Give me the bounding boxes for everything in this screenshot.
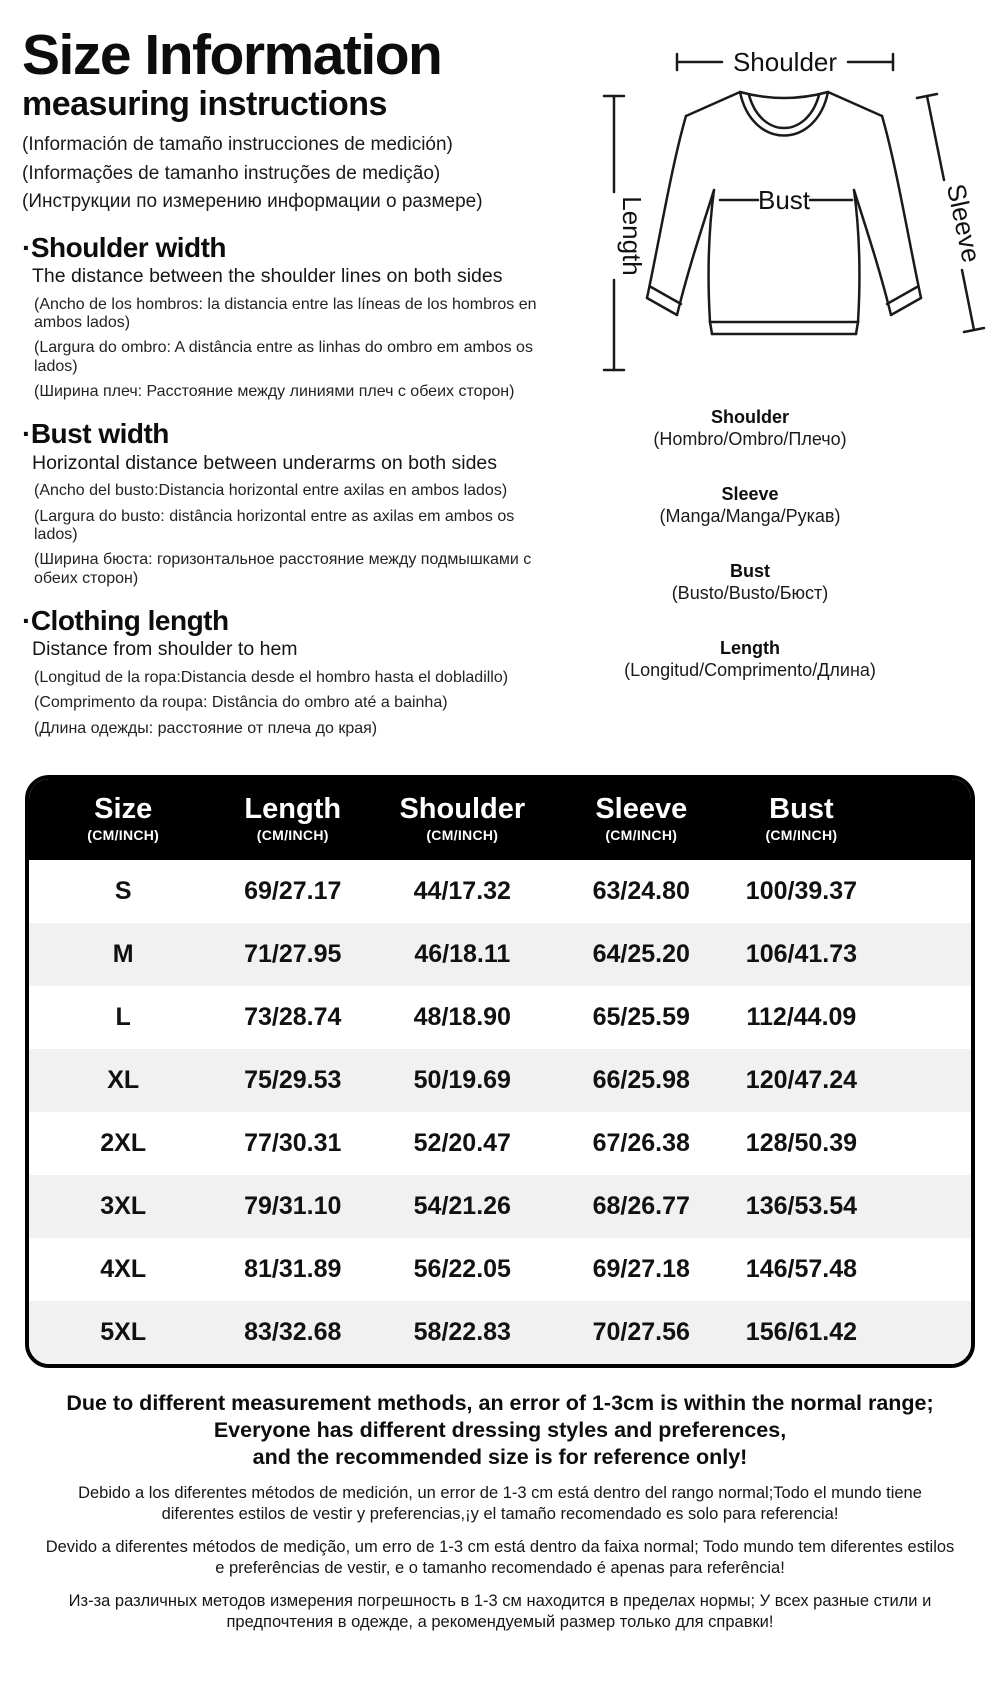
section-shoulder-width	[22, 233, 570, 402]
disclaimer-es: Debido a los diferentes métodos de medición, un error de 1-3 cm está dentro del rango normal;Todo el mundo tiene diferentes estilos de vestir y preferencias,¡y el tamaño recomendado es solo para referencia!	[78, 1484, 922, 1524]
cell-length: 81/31.89	[244, 1255, 342, 1284]
page-subtitle: measuring instructions	[22, 85, 387, 124]
diagram-shoulder-label: Shoulder	[732, 47, 838, 77]
cell-sleeve: 67/26.38	[592, 1129, 690, 1158]
measurement-legend	[570, 407, 1000, 682]
table-row	[29, 986, 971, 1049]
cell-size: 4XL	[100, 1255, 147, 1284]
cell-shoulder: 48/18.90	[413, 1003, 511, 1032]
cell-shoulder: 52/20.47	[413, 1129, 511, 1158]
section-subtitle: Horizontal distance between underarms on both sides	[32, 451, 498, 474]
cell-size: 5XL	[100, 1318, 147, 1347]
legend-translation: (Manga/Manga/Рукав)	[659, 505, 841, 526]
cell-size: 2XL	[100, 1129, 147, 1158]
cell-spacer	[877, 1238, 971, 1301]
section-note-pt: (Comprimento da roupa: Distância do ombro até a bainha)	[34, 694, 448, 712]
table-row	[29, 1301, 971, 1364]
page-title: Size Information	[22, 23, 442, 87]
footer-notes	[0, 1390, 1000, 1633]
diagram-bust-label: Bust	[757, 185, 811, 215]
title-translation-es: (Información de tamaño instrucciones de medición)	[22, 133, 453, 155]
section-title: ·Shoulder width	[22, 231, 227, 263]
cell-size: L	[115, 1003, 131, 1032]
disclaimer-ru: Из-за различных методов измерения погрешность в 1-3 см находится в пределах нормы; У всех разные стили и предпочтения в одежде, а рекомендуемый размер только для справки!	[68, 1592, 932, 1632]
table-row	[29, 1112, 971, 1175]
cell-spacer	[877, 1301, 971, 1364]
cell-sleeve: 66/25.98	[592, 1066, 690, 1095]
legend-item-shoulder	[570, 407, 930, 451]
section-note-ru: (Длина одежды: расстояние от плеча до края)	[34, 719, 378, 737]
cell-length: 79/31.10	[244, 1192, 342, 1221]
cell-spacer	[877, 1112, 971, 1175]
legend-item-length	[570, 638, 930, 682]
legend-item-sleeve	[570, 484, 930, 528]
legend-translation: (Longitud/Comprimento/Длина)	[624, 659, 876, 680]
cell-size: S	[114, 877, 132, 906]
cell-size: XL	[107, 1066, 140, 1095]
top-area	[0, 0, 1000, 745]
cell-sleeve: 69/27.18	[592, 1255, 690, 1284]
cell-length: 83/32.68	[244, 1318, 342, 1347]
legend-translation: (Hombro/Ombro/Плечо)	[653, 428, 847, 449]
disclaimer-en-line1: Due to different measurement methods, an error of 1-3cm is within the normal range;	[66, 1391, 934, 1416]
cell-shoulder: 58/22.83	[413, 1318, 511, 1347]
cell-shoulder: 56/22.05	[413, 1255, 511, 1284]
section-subtitle: The distance between the shoulder lines on both sides	[32, 265, 503, 288]
table-row	[29, 1238, 971, 1301]
cell-sleeve: 65/25.59	[592, 1003, 690, 1032]
section-note-pt: (Largura do busto: distância horizontal entre as axilas em ambos os lados)	[34, 507, 515, 543]
legend-name: Length	[720, 637, 780, 658]
disclaimer-en-line2: Everyone has different dressing styles and preferences,	[213, 1418, 787, 1443]
section-note-ru: (Ширина бюста: горизонтальное расстояние между подмышками с обеих сторон)	[34, 551, 532, 587]
section-note-es: (Longitud de la ropa:Distancia desde el hombro hasta el dobladillo)	[34, 668, 509, 686]
section-note-ru: (Ширина плеч: Расстояние между линиями плеч с обеих сторон)	[34, 383, 515, 401]
cell-bust: 156/61.42	[745, 1318, 858, 1347]
diagram-sleeve-label: Sleeve	[940, 181, 987, 266]
title-translation-ru: (Инструкции по измерению информации о размере)	[22, 191, 483, 213]
legend-name: Sleeve	[721, 483, 779, 504]
cell-spacer	[877, 860, 971, 923]
cell-shoulder: 46/18.11	[414, 940, 511, 969]
table-row	[29, 923, 971, 986]
diagram-length-label: Length	[617, 196, 647, 276]
cell-spacer	[877, 986, 971, 1049]
cell-size: M	[112, 940, 134, 969]
section-clothing-length	[22, 606, 570, 738]
cell-sleeve: 64/25.20	[592, 940, 690, 969]
cell-spacer	[877, 1049, 971, 1112]
section-note-es: (Ancho del busto:Distancia horizontal entre axilas en ambos lados)	[34, 482, 508, 500]
size-table	[25, 775, 975, 1368]
cell-length: 75/29.53	[244, 1066, 342, 1095]
column-header-spacer	[877, 779, 971, 860]
legend-name: Bust	[730, 560, 770, 581]
table-row	[29, 860, 971, 923]
legend-name: Shoulder	[710, 407, 789, 427]
column-header-size: Size (CM/INCH)	[29, 779, 217, 860]
cell-shoulder: 44/17.32	[413, 877, 511, 906]
section-note-es: (Ancho de los hombros: la distancia entre las líneas de los hombros en ambos lados)	[34, 295, 537, 331]
shirt-measurement-diagram	[570, 32, 1000, 397]
cell-sleeve: 68/26.77	[592, 1192, 690, 1221]
cell-length: 69/27.17	[244, 877, 342, 906]
section-subtitle: Distance from shoulder to hem	[32, 638, 298, 661]
cell-bust: 106/41.73	[745, 940, 858, 969]
cell-shoulder: 50/19.69	[413, 1066, 511, 1095]
column-header-bust: Bust (CM/INCH)	[726, 779, 877, 860]
title-translation-pt: (Informações de tamanho instruções de medição)	[22, 162, 441, 184]
cell-bust: 100/39.37	[745, 877, 858, 906]
section-bust-width	[22, 419, 570, 588]
cell-bust: 112/44.09	[746, 1003, 857, 1032]
cell-length: 71/27.95	[244, 940, 342, 969]
cell-length: 77/30.31	[244, 1129, 342, 1158]
column-header-shoulder: Shoulder (CM/INCH)	[368, 779, 556, 860]
legend-translation: (Busto/Busto/Бюст)	[671, 582, 829, 603]
instructions-column	[22, 23, 570, 745]
table-row	[29, 1049, 971, 1112]
cell-spacer	[877, 1175, 971, 1238]
cell-size: 3XL	[100, 1192, 147, 1221]
section-title: ·Bust width	[22, 418, 169, 450]
cell-sleeve: 63/24.80	[592, 877, 690, 906]
column-header-length: Length (CM/INCH)	[217, 779, 368, 860]
cell-sleeve: 70/27.56	[592, 1318, 690, 1347]
disclaimer-pt: Devido a diferentes métodos de medição, um erro de 1-3 cm está dentro da faixa normal; Todo mundo tem diferentes estilos e preferências de vestir, e o tamanho recomendado é apenas para referência!	[45, 1538, 955, 1578]
section-note-pt: (Largura do ombro: A distância entre as linhas do ombro em ambos os lados)	[34, 339, 533, 375]
diagram-column	[570, 26, 1000, 745]
size-table-header	[29, 779, 971, 860]
cell-bust: 136/53.54	[745, 1192, 858, 1221]
section-title: ·Clothing length	[22, 605, 229, 637]
cell-bust: 128/50.39	[745, 1129, 858, 1158]
column-header-sleeve: Sleeve (CM/INCH)	[557, 779, 727, 860]
cell-spacer	[877, 923, 971, 986]
cell-shoulder: 54/21.26	[413, 1192, 511, 1221]
legend-item-bust	[570, 561, 930, 605]
disclaimer-en-line3: and the recommended size is for reference only!	[252, 1445, 748, 1470]
cell-length: 73/28.74	[244, 1003, 342, 1032]
table-row	[29, 1175, 971, 1238]
cell-bust: 146/57.48	[745, 1255, 858, 1284]
cell-bust: 120/47.24	[745, 1066, 858, 1095]
